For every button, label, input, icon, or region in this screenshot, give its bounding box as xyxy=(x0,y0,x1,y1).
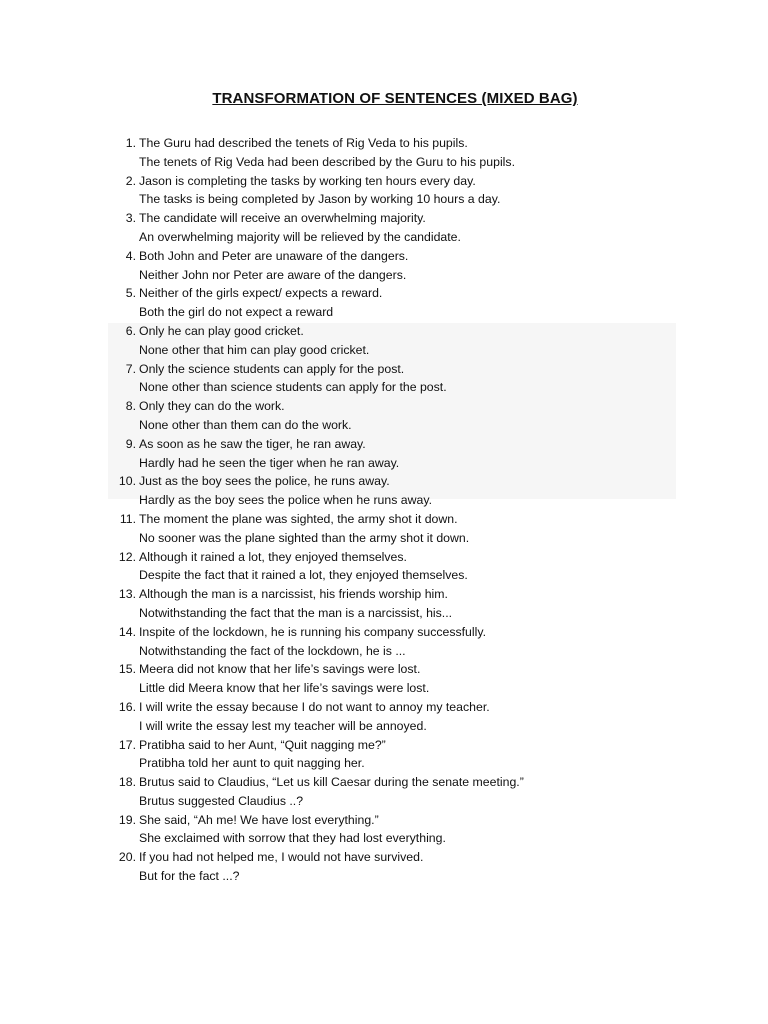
transformed-sentence: An overwhelming majority will be relieved by the candidate. xyxy=(139,229,461,244)
item-number: 19. xyxy=(118,812,136,827)
transformed-sentence: None other than science students can apply for the post. xyxy=(139,380,447,395)
original-sentence: Although it rained a lot, they enjoyed themselves. xyxy=(139,549,407,564)
list-item xyxy=(0,247,768,285)
list-item xyxy=(0,548,768,586)
list-item xyxy=(0,848,768,886)
transformed-sentence: I will write the essay lest my teacher will be annoyed. xyxy=(139,718,427,733)
transformed-sentence: Despite the fact that it rained a lot, they enjoyed themselves. xyxy=(139,568,468,583)
list-item xyxy=(0,811,768,849)
list-item xyxy=(0,435,768,473)
original-sentence: Although the man is a narcissist, his friends worship him. xyxy=(139,587,448,602)
transformed-sentence: Brutus suggested Claudius ..? xyxy=(139,793,304,808)
item-number: 4. xyxy=(125,248,136,263)
list-item xyxy=(0,134,768,172)
item-number: 5. xyxy=(125,286,136,301)
item-number: 16. xyxy=(118,699,136,714)
transformed-sentence: The tenets of Rig Veda had been described by the Guru to his pupils. xyxy=(139,154,515,169)
list-item xyxy=(0,510,768,548)
item-number: 13. xyxy=(118,587,136,602)
transformed-sentence: Neither John nor Peter are aware of the dangers. xyxy=(139,267,407,282)
list-item xyxy=(0,585,768,623)
transformed-sentence: None other that him can play good cricket. xyxy=(139,342,370,357)
item-number: 6. xyxy=(125,323,136,338)
item-number: 10. xyxy=(118,474,136,489)
original-sentence: As soon as he saw the tiger, he ran away. xyxy=(139,436,366,451)
item-number: 9. xyxy=(125,436,136,451)
item-number: 11. xyxy=(119,511,136,526)
transformed-sentence: Notwithstanding the fact of the lockdown, he is ... xyxy=(139,643,406,658)
item-number: 3. xyxy=(125,211,136,226)
original-sentence: She said, “Ah me! We have lost everything.” xyxy=(139,812,379,827)
original-sentence: The Guru had described the tenets of Rig Veda to his pupils. xyxy=(139,136,468,150)
item-number: 20. xyxy=(118,850,136,865)
transformed-sentence: Both the girl do not expect a reward xyxy=(139,305,334,320)
list-item xyxy=(0,736,768,774)
original-sentence: Meera did not know that her life’s savings were lost. xyxy=(139,662,421,677)
item-number: 18. xyxy=(118,775,136,790)
item-number: 2. xyxy=(125,173,136,188)
list-item xyxy=(0,322,768,360)
transformed-sentence: No sooner was the plane sighted than the army shot it down. xyxy=(139,530,470,545)
list-item xyxy=(0,284,768,322)
original-sentence: Brutus said to Claudius, “Let us kill Caesar during the senate meeting.” xyxy=(139,775,524,790)
original-sentence: Neither of the girls expect/ expects a reward. xyxy=(139,286,383,301)
original-sentence: Jason is completing the tasks by working ten hours every day. xyxy=(139,173,476,188)
list-item xyxy=(0,360,768,398)
original-sentence: I will write the essay because I do not want to annoy my teacher. xyxy=(139,699,490,714)
list-item xyxy=(0,773,768,811)
list-item xyxy=(0,698,768,736)
item-number: 14. xyxy=(118,624,136,639)
list-item xyxy=(0,623,768,661)
item-number: 17. xyxy=(118,737,136,752)
original-sentence: The candidate will receive an overwhelming majority. xyxy=(139,211,426,226)
original-sentence: The moment the plane was sighted, the army shot it down. xyxy=(139,511,458,526)
list-item xyxy=(0,660,768,698)
list-item xyxy=(0,209,768,247)
original-sentence: If you had not helped me, I would not have survived. xyxy=(139,850,424,865)
original-sentence: Only they can do the work. xyxy=(139,399,285,414)
item-number: 15. xyxy=(118,662,136,677)
list-item xyxy=(0,397,768,435)
original-sentence: Only he can play good cricket. xyxy=(139,323,304,338)
original-sentence: Only the science students can apply for the post. xyxy=(139,361,405,376)
item-number: 12. xyxy=(118,549,136,564)
sentence-list xyxy=(0,134,768,886)
transformed-sentence: Notwithstanding the fact that the man is a narcissist, his... xyxy=(139,605,453,620)
document-title: TRANSFORMATION OF SENTENCES (MIXED BAG) xyxy=(212,90,578,107)
transformed-sentence: She exclaimed with sorrow that they had lost everything. xyxy=(139,831,446,846)
transformed-sentence: Hardly as the boy sees the police when he runs away. xyxy=(139,493,433,508)
list-item xyxy=(0,472,768,510)
item-number: 7. xyxy=(125,361,136,376)
original-sentence: Both John and Peter are unaware of the dangers. xyxy=(139,248,409,263)
item-number: 1. xyxy=(125,136,136,150)
transformed-sentence: The tasks is being completed by Jason by working 10 hours a day. xyxy=(139,192,501,207)
transformed-sentence: Pratibha told her aunt to quit nagging her. xyxy=(139,756,365,771)
transformed-sentence: But for the fact ...? xyxy=(139,869,240,884)
original-sentence: Inspite of the lockdown, he is running his company successfully. xyxy=(139,624,486,639)
item-number: 8. xyxy=(125,399,136,414)
transformed-sentence: Little did Meera know that her life’s savings were lost. xyxy=(139,681,430,696)
transformed-sentence: Hardly had he seen the tiger when he ran away. xyxy=(139,455,400,470)
original-sentence: Pratibha said to her Aunt, “Quit nagging me?” xyxy=(139,737,386,752)
transformed-sentence: None other than them can do the work. xyxy=(139,417,352,432)
list-item xyxy=(0,172,768,210)
original-sentence: Just as the boy sees the police, he runs away. xyxy=(139,474,390,489)
